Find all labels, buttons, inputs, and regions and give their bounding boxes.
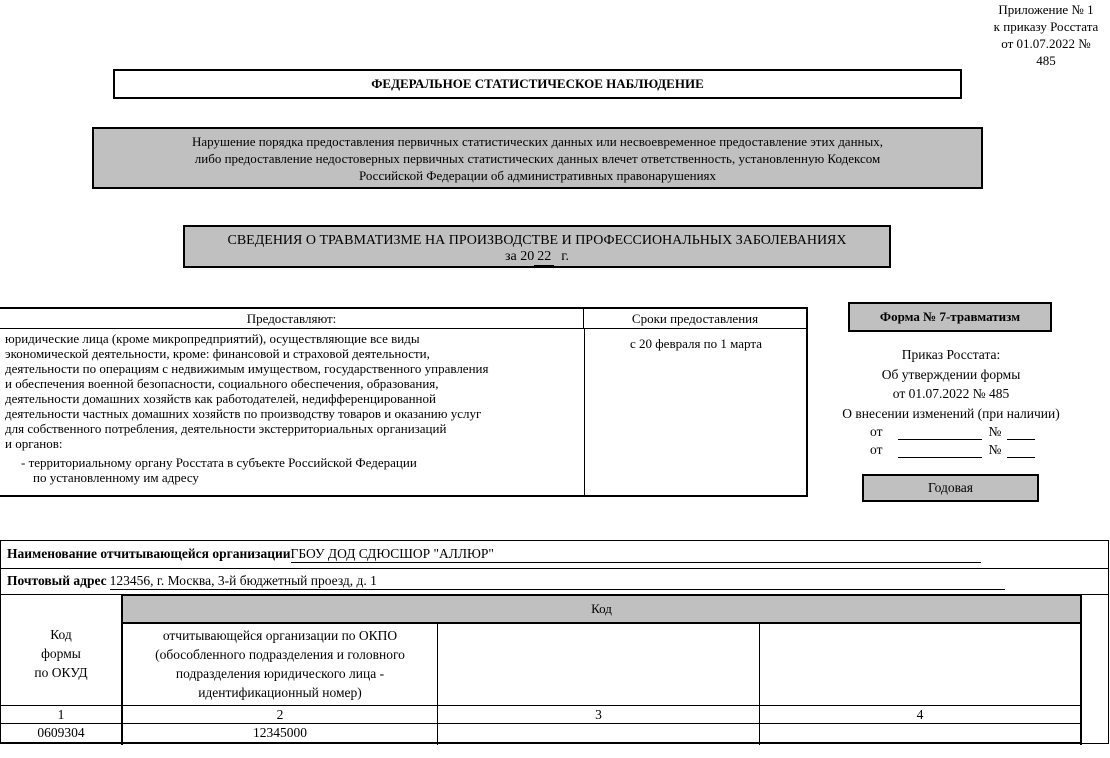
report-year [185,249,889,266]
submitters-table [0,307,808,497]
recipient-line-2: по установленному им адресу [33,470,199,485]
appendix-line-4: 485 [1036,53,1056,68]
org-name-label: Наименование отчитывающейся организации [7,546,291,561]
submitters-line: деятельности по операциям с недвижимым имуществом, государственного управления [5,361,489,376]
order-line-1: Приказ Росстата: [901,347,1001,362]
appendix-note [985,1,1107,69]
submitters-header: Предоставляют: [0,309,584,329]
okud-header [1,625,121,682]
legal-warning [92,127,983,189]
amendment-date-field[interactable] [898,443,982,458]
appendix-line-2: к приказу Росстата [993,19,1099,34]
num-label: № [988,424,1002,439]
code-header [121,594,1082,624]
submitters-text [5,331,580,485]
report-title: СВЕДЕНИЯ О ТРАВМАТИЗМЕ НА ПРОИЗВОДСТВЕ И ПРОФЕССИОНАЛЬНЫХ ЗАБОЛЕВАНИЯХ [227,233,847,248]
warning-line-1: Нарушение порядка предоставления первичных статистических данных или несвоевременное предоставление этих данных, [192,134,883,149]
submitters-line: деятельности частных домашних хозяйств по производству товаров и оказанию услуг [5,406,482,421]
amendment-number-field[interactable] [1007,443,1035,458]
code-col4-value[interactable] [760,725,1080,741]
period-badge: Годовая [862,474,1039,502]
from-label: от [870,442,883,457]
submitters-line: и органов: [5,436,63,451]
okpo-header-line: подразделения юридического лица - [175,666,385,681]
org-address-label: Почтовый адрес [7,573,107,588]
amendment-number-field[interactable] [1007,425,1035,440]
from-label: от [870,424,883,439]
warning-line-2: либо предоставление недостоверных первичных статистических данных влечет ответственность, установленную Кодексом [194,151,881,166]
okpo-header-line: (обособленного подразделения и головного [155,647,405,662]
okud-header-line: по ОКУД [34,665,88,680]
submitters-line: экономической деятельности, кроме: финансовой и страховой деятельности, [5,346,430,361]
order-line-4: О внесении изменений (при наличии) [842,405,1060,421]
submitters-line: деятельности домашних хозяйств как работодателей, недифференцированной [5,391,436,406]
order-info [833,345,1069,423]
code-col3-value[interactable] [438,725,759,741]
submitters-line: для собственного потребления, деятельности экстерриториальных организаций [5,421,447,436]
okud-header-line: Код [50,627,72,642]
organization-table [0,540,1109,744]
col-number-1: 1 [57,707,65,722]
org-address-value[interactable]: 123456, г. Москва, 3-й бюджетный проезд, д. 1 [110,573,1005,590]
col-number-2: 2 [276,707,284,722]
year-suffix: г. [561,249,569,264]
org-name-value[interactable]: ГБОУ ДОД СДЮСШОР "АЛЛЮР" [291,546,981,563]
okpo-header [123,626,437,702]
appendix-line-3: от 01.07.2022 № [1001,36,1091,51]
submitters-line: юридические лица (кроме микропредприятий), осуществляющие все виды [5,331,420,346]
org-address-row [7,573,1005,590]
okpo-header-line: отчитывающейся организации по ОКПО [162,628,398,643]
org-name-row [7,546,981,563]
form-number: Форма № 7-травматизм [848,302,1052,332]
deadline-value: с 20 февраля по 1 марта [629,336,762,351]
warning-line-3: Российской Федерации об административных правонарушениях [358,168,717,183]
order-line-2: Об утверждении формы [881,366,1021,382]
submitters-line: и обеспечения военной безопасности, социального обеспечения, образования, [5,376,439,391]
okpo-code-value[interactable]: 12345000 [253,725,307,740]
num-label: № [988,442,1002,457]
okpo-header-line: идентификационный номер) [198,685,362,700]
amendment-date-field[interactable] [898,425,982,440]
federal-observation-title: ФЕДЕРАЛЬНОЕ СТАТИСТИЧЕСКОЕ НАБЛЮДЕНИЕ [113,69,962,99]
order-line-3: от 01.07.2022 № 485 [892,386,1010,401]
amendment-row-1 [870,424,1040,440]
col-number-3: 3 [595,707,602,722]
okud-header-line: формы [41,646,81,661]
year-prefix: за 20 [505,249,535,264]
year-value[interactable]: 22 [534,249,554,266]
okud-code-value[interactable]: 0609304 [37,725,85,740]
appendix-line-1: Приложение № 1 [998,2,1094,17]
amendment-row-2 [870,442,1040,458]
report-title-box [183,225,891,268]
deadline-header: Сроки предоставления [584,309,806,329]
code-header-label: Код [591,601,612,616]
recipient-line-1: - территориальному органу Росстата в субъекте Российской Федерации [21,455,417,470]
col-number-4: 4 [916,707,924,722]
